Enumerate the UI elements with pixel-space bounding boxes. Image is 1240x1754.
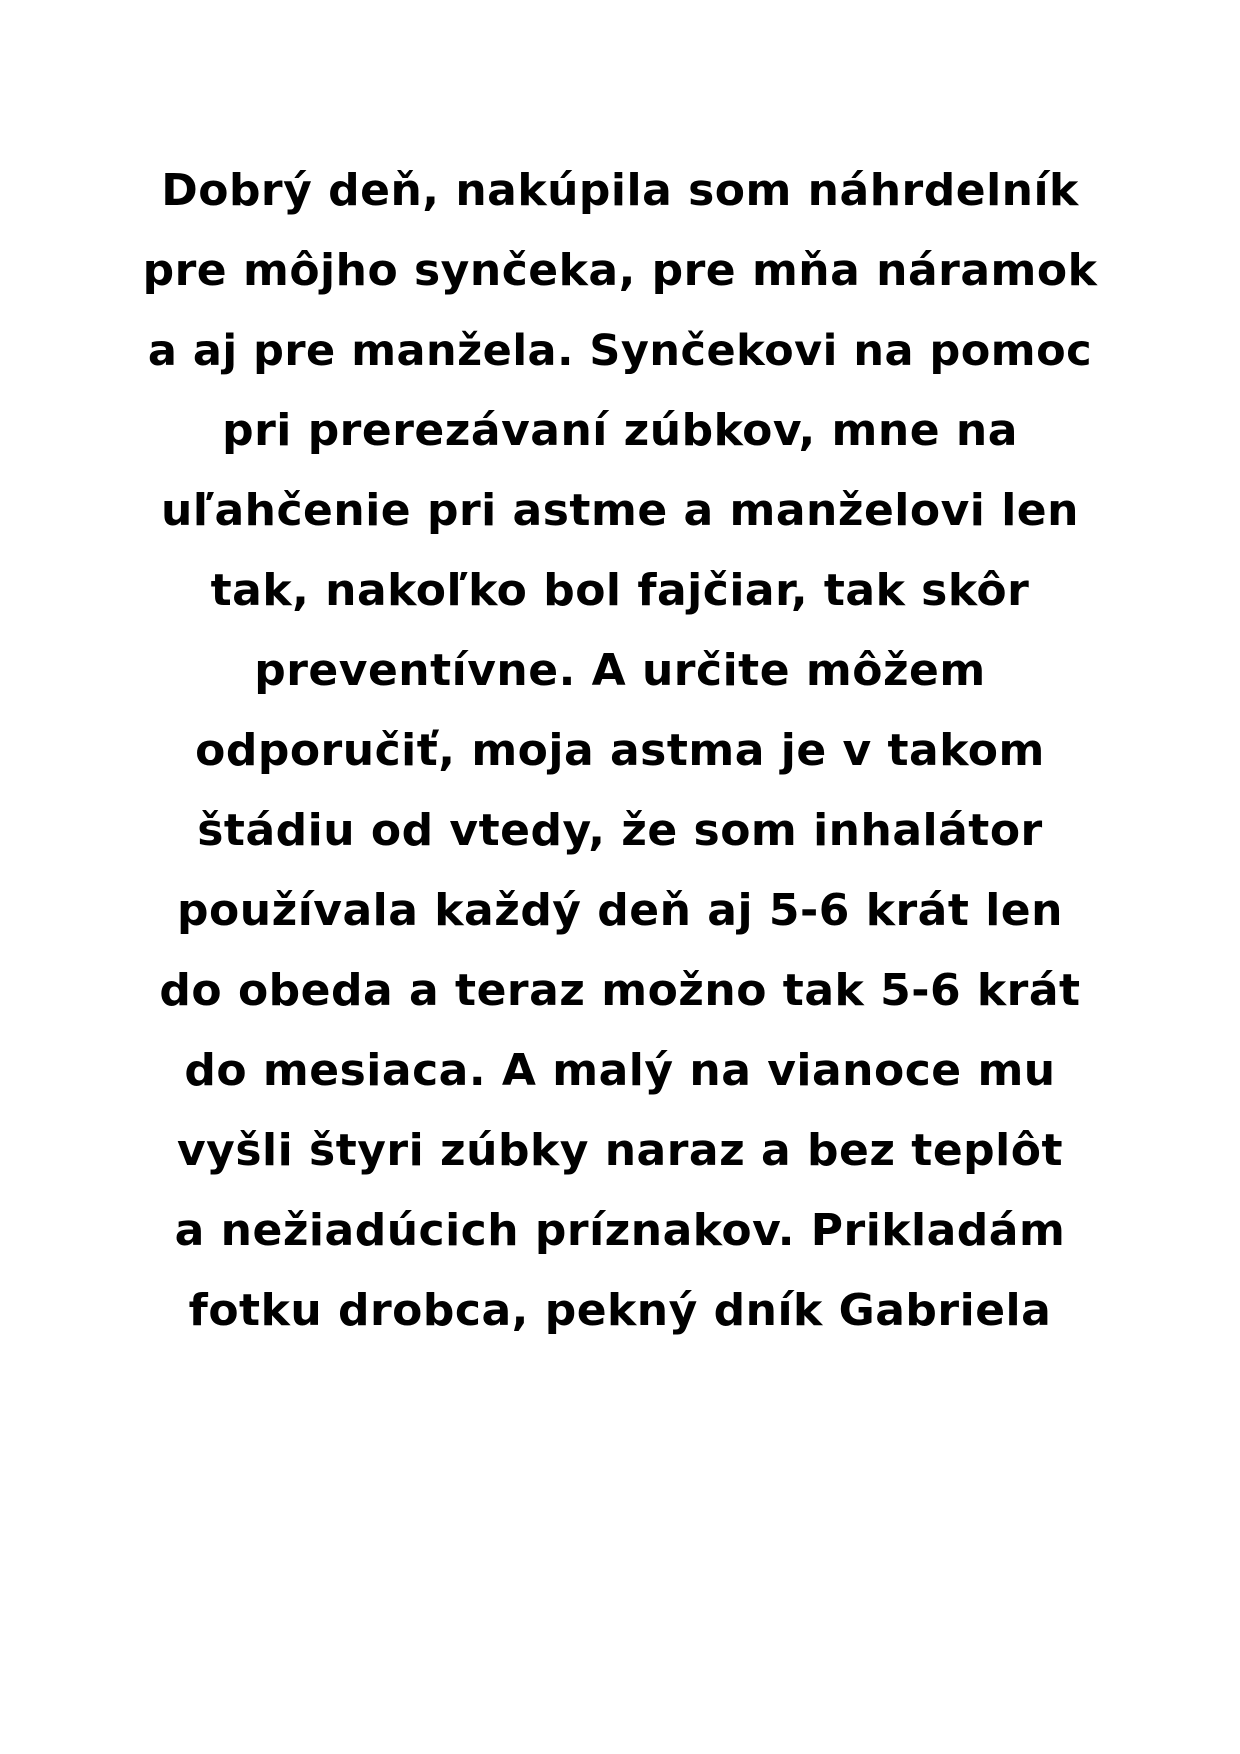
text-line: do mesiaca. A malý na vianoce mu — [184, 1045, 1056, 1096]
text-line: pri prerezávaní zúbkov, mne na — [222, 405, 1018, 456]
text-line: do obeda a teraz možno tak 5-6 krát — [159, 965, 1081, 1016]
text-line: fotku drobca, pekný dník Gabriela — [188, 1285, 1052, 1336]
text-line: a nežiadúcich príznakov. Prikladám — [174, 1205, 1066, 1256]
text-line: odporučiť, moja astma je v takom — [195, 725, 1045, 776]
text-line: uľahčenie pri astme a manželovi len — [161, 485, 1079, 536]
text-line: tak, nakoľko bol fajčiar, tak skôr — [210, 565, 1030, 616]
text-line: a aj pre manžela. Synčekovi na pomoc — [147, 326, 1093, 376]
text-line: preventívne. A určite môžem — [254, 645, 986, 696]
text-line: používala každý deň aj 5-6 krát len — [177, 885, 1063, 936]
text-line: pre môjho synčeka, pre mňa náramok — [142, 245, 1098, 296]
testimonial-text — [140, 151, 1100, 1351]
text-line: vyšli štyri zúbky naraz a bez teplôt — [176, 1125, 1064, 1176]
text-line: Dobrý deň, nakúpila som náhrdelník — [161, 165, 1079, 216]
text-line: štádiu od vtedy, že som inhalátor — [197, 805, 1043, 856]
